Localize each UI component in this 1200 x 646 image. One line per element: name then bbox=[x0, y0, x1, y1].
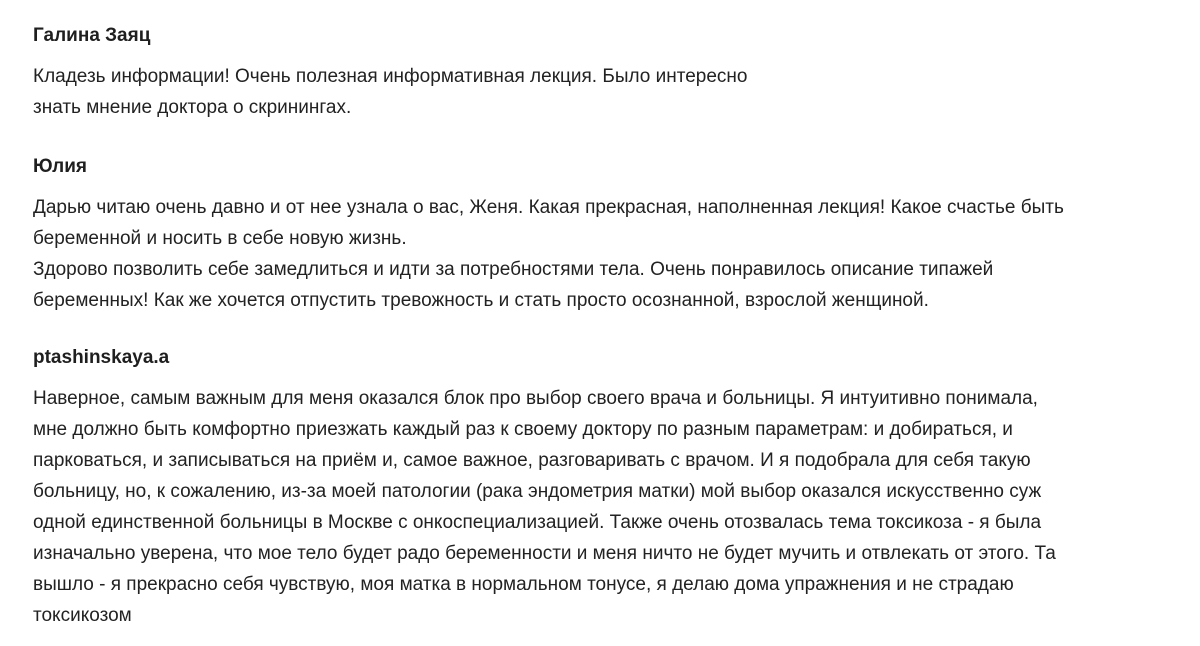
review-text-line: больницу, но, к сожалению, из-за моей патологии (рака эндометрия матки) мой выбор оказался искусственно суж bbox=[33, 481, 1042, 502]
review-text-line: Наверное, самым важным для меня оказался блок про выбор своего врача и больницы. Я интуитивно понимала, bbox=[33, 388, 1038, 409]
review-item bbox=[33, 155, 1200, 316]
review-text-line: знать мнение доктора о скринингах. bbox=[33, 97, 352, 118]
review-text-line: беременной и носить в себе новую жизнь. bbox=[33, 228, 407, 249]
review-text-line: Дарью читаю очень давно и от нее узнала о вас, Женя. Какая прекрасная, наполненная лекция! Какое счастье быть bbox=[33, 197, 1064, 218]
review-text-line: парковаться, и записываться на приём и, самое важное, разговаривать с врачом. И я подобрала для себя такую bbox=[33, 450, 1031, 471]
review-text-line: беременных! Как же хочется отпустить тревожность и стать просто осознанной, взрослой женщиной. bbox=[33, 290, 929, 311]
review-author: Юлия bbox=[33, 156, 87, 177]
review-author: ptashinskaya.a bbox=[33, 347, 170, 368]
review-text bbox=[33, 61, 1200, 123]
review-author: Галина Заяц bbox=[33, 25, 151, 46]
review-item bbox=[33, 346, 1200, 631]
review-text-line: Кладезь информации! Очень полезная информативная лекция. Было интересно bbox=[33, 66, 748, 87]
review-text bbox=[33, 383, 1200, 631]
review-text-line: Здорово позволить себе замедлиться и идти за потребностями тела. Очень понравилось описание типажей bbox=[33, 259, 994, 280]
review-text-line: изначально уверена, что мое тело будет радо беременности и меня ничто не будет мучить и отвлекать от этого. Та bbox=[33, 543, 1056, 564]
review-text bbox=[33, 192, 1200, 316]
review-text-line: вышло - я прекрасно себя чувствую, моя матка в нормальном тонусе, я делаю дома упражнения и не страдаю bbox=[33, 574, 1014, 595]
review-text-line: одной единственной больницы в Москве с онкоспециализацией. Также очень отозвалась тема токсикоза - я была bbox=[33, 512, 1042, 533]
review-text-line: мне должно быть комфортно приезжать каждый раз к своему доктору по разным параметрам: и добираться, и bbox=[33, 419, 1013, 440]
review-item bbox=[33, 24, 1200, 123]
review-text-line: токсикозом bbox=[33, 605, 132, 626]
